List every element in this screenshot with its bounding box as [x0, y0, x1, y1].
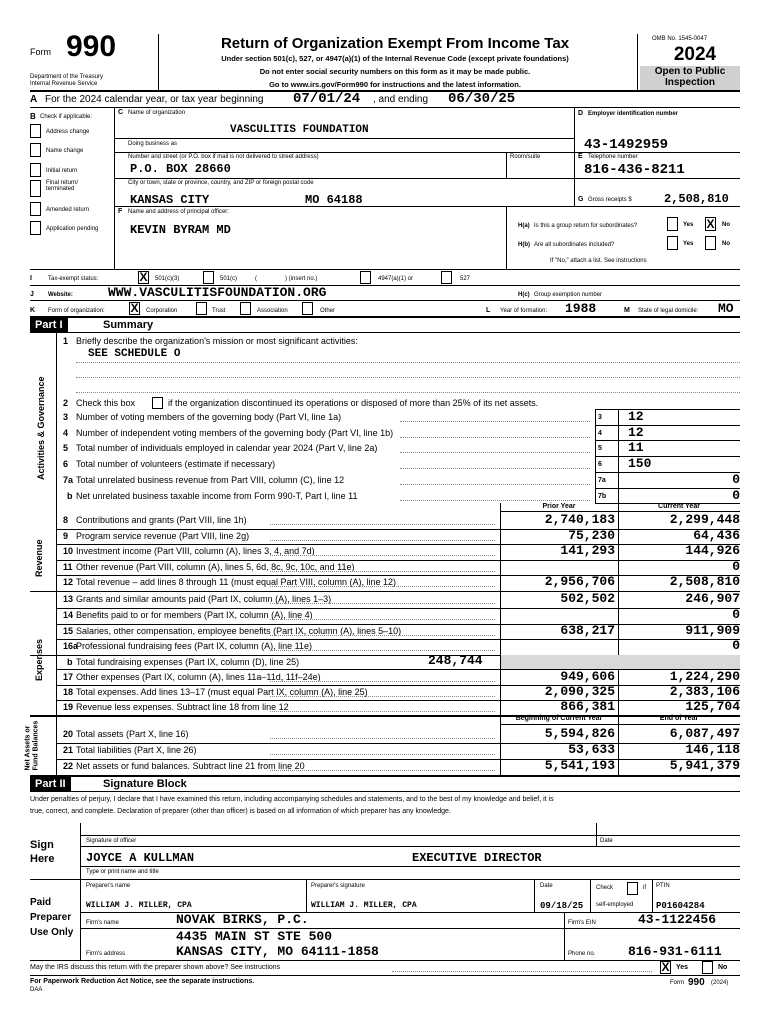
ein[interactable]: 43-1492959	[584, 137, 669, 153]
phone-label: Telephone number	[588, 154, 638, 160]
gov-line-num: 3	[63, 412, 69, 422]
check-if-applicable: Check if applicable:	[40, 114, 93, 120]
if-label: if	[643, 885, 646, 891]
trust-label: Trust	[212, 308, 226, 314]
line2-text: Check this box	[76, 398, 136, 408]
corporation-label: Corporation	[146, 308, 178, 314]
sign-label: Sign	[30, 839, 54, 851]
domicile-label: State of legal domicile:	[638, 308, 699, 314]
line16b-num: b	[67, 657, 73, 667]
501c-label: 501(c)	[220, 276, 238, 282]
initial-return-label: Initial return	[46, 168, 78, 174]
na-line-text: Net assets or fund balances. Subtract line 21 from line 20	[76, 761, 305, 771]
year-formation-label: Year of formation:	[500, 308, 548, 314]
gov-line-num: 5	[63, 443, 69, 454]
year-formation[interactable]: 1988	[565, 301, 597, 316]
line-i-label: I	[30, 275, 32, 282]
exp-line-text: Salaries, other compensation, employee benefits (Part IX, column (A), lines 5–10)	[76, 625, 402, 636]
exp-line-current[interactable]: 2,383,106	[669, 684, 740, 700]
paid-label: Paid	[30, 897, 52, 908]
firm-ein-label: Firm's EIN	[568, 920, 596, 926]
na-line-num: 22	[63, 761, 74, 771]
firm-name[interactable]: NOVAK BIRKS, P.C.	[176, 912, 309, 927]
name-change-label: Name change	[46, 148, 84, 154]
exp-line-current[interactable]: 0	[732, 606, 740, 622]
tax-year: 2024	[673, 44, 717, 65]
line1-num: 1	[63, 336, 69, 346]
gov-line-text: Total unrelated business revenue from Part VIII, column (C), line 12	[76, 474, 345, 485]
gov-line-text: Number of independent voting members of the governing body (Part VI, line 1b)	[76, 427, 394, 438]
line-j-label: J	[30, 291, 34, 298]
principal-officer[interactable]: KEVIN BYRAM MD	[130, 223, 231, 237]
preparer-name-label: Preparer's name	[86, 883, 131, 889]
gov-line-num: 7a	[63, 474, 74, 485]
side-expenses: Expenses	[34, 638, 44, 681]
rev-line-prior[interactable]: 2,740,183	[544, 512, 615, 527]
hb-text: Are all subordinates included?	[534, 242, 615, 248]
hb-yes-checkbox[interactable]	[667, 236, 678, 250]
part2-title: Signature Block	[103, 778, 187, 790]
sig-date-label: Date	[600, 838, 613, 844]
exp-line-text: Benefits paid to or for members (Part IX, column (A), line 4)	[76, 609, 313, 620]
line-l-label: L	[486, 307, 491, 314]
org-name-label: Name of organization	[128, 110, 186, 116]
exp-line-prior[interactable]: 2,090,325	[544, 684, 615, 700]
rev-line-num: 12	[63, 577, 74, 588]
discuss-no-label: No	[718, 964, 728, 971]
na-line-prior[interactable]: 5,541,193	[544, 758, 615, 773]
na-line-current[interactable]: 146,118	[685, 742, 740, 757]
rev-line-prior[interactable]: 2,956,706	[544, 574, 615, 590]
gov-line-box: 5	[598, 445, 602, 453]
association-checkbox[interactable]	[240, 302, 251, 315]
na-line-num: 20	[63, 729, 74, 739]
city[interactable]: KANSAS CITY	[130, 193, 210, 207]
form-title: Return of Organization Exempt From Income Tax	[220, 35, 570, 52]
rev-line-current[interactable]: 144,926	[685, 543, 740, 559]
use-only-label: Use Only	[30, 927, 74, 938]
hb-no-label: No	[722, 241, 730, 247]
section-f-label: F	[118, 208, 123, 215]
side-net-assets: Net Assets or	[24, 725, 32, 771]
exp-line-text: Grants and similar amounts paid (Part IX, column (A), lines 1–3)	[76, 594, 332, 604]
here-label: Here	[30, 853, 55, 865]
mission[interactable]: SEE SCHEDULE O	[88, 348, 181, 360]
na-line-text: Total assets (Part X, line 16)	[76, 729, 189, 739]
gov-line-num: b	[67, 490, 73, 501]
rev-line-num: 10	[63, 546, 74, 557]
form-subtitle: Under section 501(c), 527, or 4947(a)(1) of the Internal Revenue Code (except private foundations)	[221, 54, 569, 63]
dept-treasury: Department of the Treasury	[30, 74, 104, 80]
gov-line-box: 7b	[598, 492, 607, 500]
rev-line-text: Investment income (Part VIII, column (A), lines 3, 4, and 7d)	[76, 546, 315, 557]
exp-line-text: Revenue less expenses. Subtract line 18 from line 12	[76, 702, 289, 713]
firm-phone[interactable]: 816-931-6111	[628, 944, 722, 959]
rev-line-text: Total revenue – add lines 8 through 11 (must equal Part VIII, column (A), line 12)	[76, 577, 397, 588]
exp-line-num: 16a	[63, 641, 79, 652]
gov-line-box: 3	[598, 414, 602, 421]
section-c-label: C	[118, 109, 124, 116]
tax-exempt-status-label: Tax-exempt status:	[48, 276, 99, 282]
boy-header: Beginning of Current Year	[515, 715, 603, 722]
preparer-label: Preparer	[30, 912, 72, 923]
na-line-current[interactable]: 6,087,497	[669, 726, 740, 741]
rev-line-prior[interactable]: 141,293	[560, 543, 615, 559]
inspection: Inspection	[664, 77, 715, 88]
part1-title: Summary	[103, 319, 154, 331]
exp-line-num: 17	[63, 672, 74, 682]
gross-receipts-label: Gross receipts $	[588, 197, 632, 203]
officer-title[interactable]: EXECUTIVE DIRECTOR	[412, 851, 542, 865]
gov-line-box: 7a	[598, 476, 606, 484]
ha-yes-checkbox[interactable]	[667, 217, 678, 231]
section-d-label: D	[578, 110, 584, 117]
exp-line-text: Total expenses. Add lines 13–17 (must equal Part IX, column (A), line 25)	[76, 687, 368, 698]
rev-line-prior[interactable]: 75,230	[568, 527, 615, 543]
4947-checkbox[interactable]	[360, 271, 371, 284]
exp-line-current[interactable]: 125,704	[685, 699, 740, 715]
hb-label: H(b)	[518, 242, 530, 248]
exp-line-prior[interactable]: 866,381	[560, 699, 615, 715]
exp-line-prior[interactable]: 638,217	[560, 622, 615, 638]
org-phone[interactable]: 816-436-8211	[584, 162, 685, 178]
dba-label: Doing business as	[128, 141, 178, 147]
gov-line-num: 6	[63, 459, 69, 470]
gov-line-box: 6	[598, 461, 602, 469]
corporation-checkbox[interactable]: X	[130, 301, 139, 315]
ha-no-checkbox[interactable]: X	[706, 217, 715, 231]
gov-line-text: Number of voting members of the governing body (Part VI, line 1a)	[76, 412, 342, 422]
form-number: 990	[66, 30, 117, 63]
rev-line-current[interactable]: 2,508,810	[669, 574, 740, 590]
gov-line-box: 4	[598, 429, 602, 437]
exp-line-text: Professional fundraising fees (Part IX, column (A), line 11e)	[76, 641, 312, 652]
rev-line-text: Other revenue (Part VIII, column (A), lines 5, 6d, 8c, 9c, 10c, and 11e)	[76, 561, 355, 572]
firm-address-label: Firm's address	[86, 951, 126, 957]
preparer-signature[interactable]: WILLIAM J. MILLER, CPA	[311, 901, 417, 910]
gov-line-value[interactable]: 12	[628, 424, 644, 440]
other-checkbox[interactable]	[302, 302, 313, 315]
side-fund-balances: Fund Balances	[32, 720, 40, 771]
exp-line-current[interactable]: 246,907	[685, 591, 740, 606]
na-line-current[interactable]: 5,941,379	[669, 758, 740, 773]
org-name[interactable]: VASCULITIS FOUNDATION	[230, 124, 369, 136]
form-word: Form	[30, 47, 51, 57]
street-label: Number and street (or P.O. box if mail is not delivered to street address)	[128, 154, 319, 160]
hb-no-checkbox[interactable]	[705, 236, 716, 250]
side-revenue: Revenue	[34, 539, 44, 577]
exp-line-num: 15	[63, 625, 74, 636]
firm-phone-label: Phone no.	[568, 951, 596, 957]
exp-line-current[interactable]: 1,224,290	[669, 669, 740, 684]
section-b-label: B	[30, 112, 36, 121]
ptin-label: PTIN	[656, 883, 670, 889]
rev-line-current[interactable]: 0	[732, 558, 740, 574]
name-change-checkbox[interactable]	[30, 143, 41, 157]
application-pending-checkbox[interactable]	[30, 221, 41, 235]
ha-text: Is this a group return for subordinates?	[534, 223, 638, 229]
line1-text: Briefly describe the organization's mission or most significant activities:	[76, 336, 358, 346]
final-return-checkbox[interactable]	[30, 180, 41, 197]
hc-text: Group exemption number	[534, 292, 603, 298]
firm-name-label: Firm's name	[86, 920, 119, 926]
line2-rest: if the organization discontinued its operations or disposed of more than 25% of its net assets.	[168, 398, 539, 408]
website[interactable]: WWW.VASCULITISFOUNDATION.ORG	[108, 285, 327, 300]
check-label: Check	[596, 885, 614, 891]
footer-form-label: Form	[670, 980, 684, 986]
amended-return-checkbox[interactable]	[30, 202, 41, 216]
discuss-question: May the IRS discuss this return with the preparer shown above? See instructions	[30, 964, 281, 971]
discontinued-checkbox[interactable]	[152, 397, 163, 409]
rev-line-num: 8	[63, 515, 69, 525]
side-activities-governance: Activities & Governance	[36, 376, 46, 480]
firm-address-line2[interactable]: KANSAS CITY, MO 64111-1858	[176, 944, 379, 959]
city-label: City or town, state or province, country, and ZIP or foreign postal code	[128, 180, 314, 186]
4947-label: 4947(a)(1) or	[378, 276, 414, 282]
fundraising-total[interactable]: 248,744	[428, 653, 483, 668]
exp-line-num: 19	[63, 702, 74, 713]
self-employed-checkbox[interactable]	[627, 882, 638, 895]
current-year-header: Current Year	[658, 503, 700, 510]
footer-form-number: 990	[688, 977, 705, 988]
rev-line-text: Contributions and grants (Part VIII, line 1h)	[76, 515, 247, 525]
line2-num: 2	[63, 398, 69, 408]
gov-line-text: Net unrelated business taxable income from Form 990-T, Part I, line 11	[76, 490, 358, 501]
ssn-warning: Do not enter social security numbers on this form as it may be made public.	[259, 67, 531, 76]
amended-return-label: Amended return	[46, 207, 90, 213]
ptin[interactable]: P01604284	[656, 901, 705, 911]
exp-line-prior[interactable]: 949,606	[560, 669, 615, 684]
perjury-line1: Under penalties of perjury, I declare that I have examined this return, including accompanying schedules and statements, and to the best of my knowledge and belief, it is	[30, 796, 554, 803]
line-a-label: A	[30, 94, 38, 105]
application-pending-label: Application pending	[46, 226, 99, 232]
irs-label: Internal Revenue Service	[30, 81, 98, 87]
exp-line-current[interactable]: 0	[732, 638, 740, 654]
preparer-sig-label: Preparer's signature	[311, 883, 365, 889]
section-e-label: E	[578, 153, 583, 160]
part1-label: Part I	[30, 318, 68, 332]
gov-line-value[interactable]: 11	[628, 440, 644, 456]
initial-return-checkbox[interactable]	[30, 163, 41, 177]
gov-line-text: Total number of volunteers (estimate if necessary)	[76, 459, 276, 470]
ein-label: Employer identification number	[588, 111, 679, 117]
footer-form-year: (2024)	[711, 980, 729, 986]
insert-no-label: ) (insert no.)	[285, 276, 318, 282]
na-line-text: Total liabilities (Part X, line 26)	[76, 745, 197, 755]
501c-checkbox[interactable]	[203, 271, 214, 284]
tax-year-begin[interactable]: 07/01/24	[293, 91, 361, 107]
line-m-label: M	[624, 307, 630, 314]
state-zip[interactable]: MO 64188	[305, 193, 363, 207]
ha-label: H(a)	[518, 223, 530, 229]
paperwork-notice: For Paperwork Reduction Act Notice, see the separate instructions.	[30, 978, 255, 985]
exp-line-current[interactable]: 911,909	[685, 622, 740, 638]
officer-name[interactable]: JOYCE A KULLMAN	[86, 851, 195, 865]
exp-line-num: 18	[63, 687, 74, 698]
na-line-num: 21	[63, 745, 74, 755]
sig-officer-label: Signature of officer	[86, 838, 137, 844]
gov-line-num: 4	[63, 427, 69, 438]
ha-yes-label: Yes	[683, 222, 694, 228]
type-print-label: Type or print name and title	[86, 869, 159, 875]
prior-year-header: Prior Year	[542, 503, 576, 510]
open-public: Open to Public	[654, 66, 726, 77]
goto-instructions: Go to www.irs.gov/Form990 for instructions and the latest information.	[269, 80, 521, 89]
association-label: Association	[257, 308, 288, 314]
legal-domicile[interactable]: MO	[718, 301, 734, 316]
address-change-label: Address change	[46, 129, 90, 135]
final-return-label: Final return/ terminated	[46, 180, 79, 192]
part2-label: Part II	[30, 777, 71, 791]
rev-line-current[interactable]: 64,436	[693, 527, 740, 543]
perjury-line2: true, correct, and complete. Declaration of preparer (other than officer) is based on all information of which preparer has any knowledge.	[30, 808, 451, 815]
firm-address-line1[interactable]: 4435 MAIN ST STE 500	[176, 929, 333, 944]
self-employed-label: self-employed	[596, 902, 634, 908]
527-label: 527	[460, 276, 471, 282]
firm-ein[interactable]: 43-1122456	[638, 912, 717, 927]
501c3-checkbox[interactable]: X	[139, 270, 148, 284]
eoy-header: End of Year	[659, 715, 699, 722]
gov-line-value[interactable]: 150	[628, 456, 652, 472]
na-line-prior[interactable]: 53,633	[568, 742, 615, 757]
exp-line-num: 13	[63, 594, 74, 604]
hc-label: H(c)	[518, 292, 530, 298]
other-label: Other	[320, 308, 336, 314]
discuss-no-checkbox[interactable]	[702, 961, 713, 974]
gov-line-value[interactable]: 0	[732, 487, 740, 503]
and-ending: , and ending	[373, 94, 429, 105]
preparer-date-label: Date	[540, 883, 553, 889]
tax-year-end[interactable]: 06/30/25	[448, 91, 516, 107]
discuss-yes-checkbox[interactable]: X	[661, 960, 670, 974]
room-suite-label: Room/suite	[510, 154, 541, 160]
trust-checkbox[interactable]	[196, 302, 207, 315]
address-change-checkbox[interactable]	[30, 124, 41, 138]
line16b-text: Total fundraising expenses (Part IX, column (D), line 25)	[76, 657, 300, 667]
daa-label: DAA	[30, 987, 43, 993]
exp-line-text: Other expenses (Part IX, column (A), lines 11a–11d, 11f–24e)	[76, 672, 321, 682]
gov-line-value[interactable]: 0	[732, 471, 740, 487]
gov-line-text: Total number of individuals employed in calendar year 2024 (Part V, line 2a)	[76, 443, 378, 454]
exp-line-prior[interactable]: 502,502	[560, 591, 615, 606]
section-g-label: G	[578, 196, 584, 203]
omb-number: OMB No. 1545-0047	[652, 36, 708, 42]
discuss-yes-label: Yes	[676, 964, 689, 971]
gov-line-value[interactable]: 12	[628, 409, 644, 424]
ha-no-label: No	[722, 222, 730, 228]
rev-line-current[interactable]: 2,299,448	[669, 512, 740, 527]
na-line-prior[interactable]: 5,594,826	[544, 726, 615, 741]
exp-line-num: 14	[63, 609, 74, 620]
527-checkbox[interactable]	[441, 271, 452, 284]
street-address[interactable]: P.O. BOX 28660	[130, 162, 231, 176]
line-k-label: K	[30, 307, 36, 314]
website-label: Website:	[48, 292, 73, 298]
hb-yes-label: Yes	[683, 241, 694, 247]
form-org-label: Form of organization:	[48, 308, 105, 314]
preparer-date[interactable]: 09/18/25	[540, 901, 584, 911]
501c3-label: 501(c)(3)	[155, 276, 180, 282]
rev-line-num: 11	[63, 561, 73, 572]
officer-label: Name and address of principal officer:	[128, 209, 229, 215]
preparer-name[interactable]: WILLIAM J. MILLER, CPA	[86, 901, 192, 910]
line-a-text: For the 2024 calendar year, or tax year beginning	[45, 94, 264, 105]
gross-receipts[interactable]: 2,508,810	[664, 192, 729, 206]
rev-line-text: Program service revenue (Part VIII, line 2g)	[76, 530, 250, 541]
if-no-note: If "No," attach a list. See instructions	[550, 258, 647, 264]
rev-line-num: 9	[63, 530, 69, 541]
